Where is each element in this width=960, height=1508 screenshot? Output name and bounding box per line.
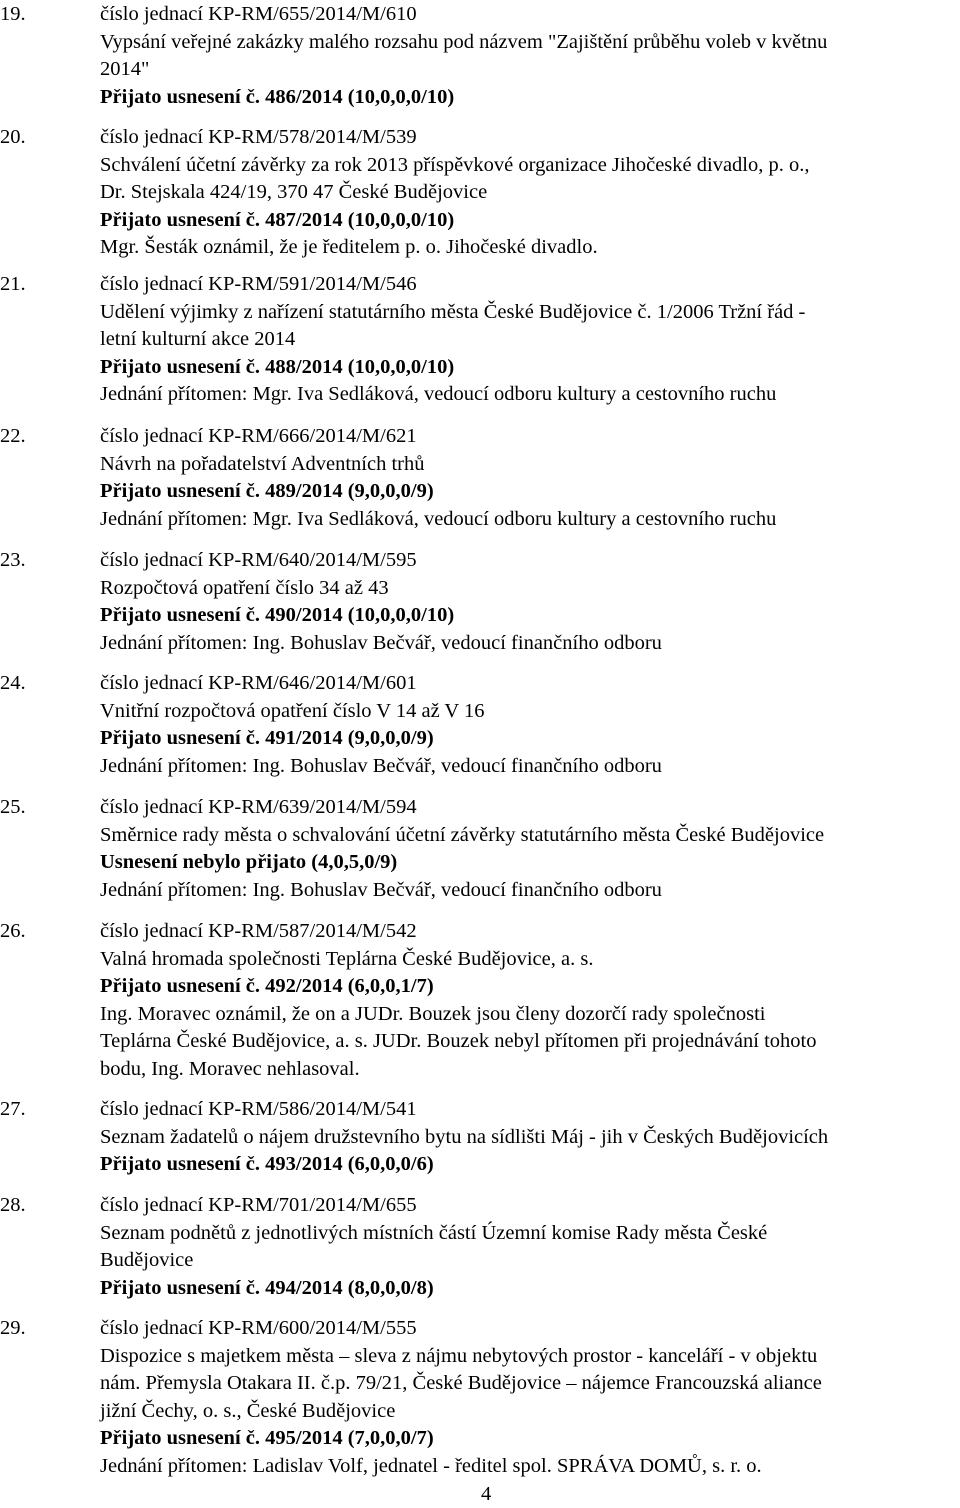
item-text-line: bodu, Ing. Moravec nehlasoval. [100, 1057, 360, 1080]
item-text-line: Valná hromada společnosti Teplárna České Budějovice, a. s. [100, 947, 594, 970]
item-text-line: číslo jednací KP-RM/701/2014/M/655 [100, 1194, 417, 1216]
resolution-result: Usnesení nebylo přijato (4,0,5,0/9) [100, 851, 398, 873]
item-text-line: nám. Přemysla Otakara II. č.p. 79/21, České Budějovice – nájemce Francouzská aliance [100, 1372, 822, 1394]
item-text-line: Udělení výjimky z nařízení statutárního města České Budějovice č. 1/2006 Tržní řád - [100, 300, 806, 323]
item-text-line: Mgr. Šesták oznámil, že je ředitelem p. o. Jihočeské divadlo. [100, 236, 598, 258]
item-text-line: Dispozice s majetkem města – sleva z nájmu nebytových prostor - kanceláří - v objektu [100, 1344, 818, 1367]
resolution-result: Přijato usnesení č. 491/2014 (9,0,0,0/9) [100, 727, 434, 749]
item-text-line: Jednání přítomen: Ladislav Volf, jednatel - ředitel spol. SPRÁVA DOMŮ, s. r. o. [100, 1454, 762, 1477]
item-text-line: Jednání přítomen: Mgr. Iva Sedláková, vedoucí odboru kultury a cestovního ruchu [100, 507, 777, 530]
item-number: 23. [0, 549, 26, 571]
item-text-line: Seznam podnětů z jednotlivých místních částí Územní komise Rady města České [100, 1221, 768, 1244]
item-body [100, 1315, 960, 1480]
item-text-line: Dr. Stejskala 424/19, 370 47 České Budějovice [100, 181, 488, 203]
item-number: 27. [0, 1098, 26, 1120]
item-text-line: Vnitřní rozpočtová opatření číslo V 14 až V 16 [100, 699, 485, 722]
item-text-line: číslo jednací KP-RM/666/2014/M/621 [100, 425, 417, 447]
item-text-line: Jednání přítomen: Ing. Bohuslav Bečvář, vedoucí finančního odboru [100, 754, 662, 777]
resolution-result: Přijato usnesení č. 495/2014 (7,0,0,0/7) [100, 1427, 434, 1449]
resolution-result: Přijato usnesení č. 493/2014 (6,0,0,0/6) [100, 1153, 434, 1175]
item-text-line: Jednání přítomen: Ing. Bohuslav Bečvář, vedoucí finančního odboru [100, 878, 662, 901]
item-body [100, 124, 960, 262]
item-text-line: číslo jednací KP-RM/655/2014/M/610 [100, 3, 417, 25]
item-text-line: Vypsání veřejné zakázky malého rozsahu pod názvem "Zajištění průběhu voleb v květnu [100, 30, 828, 53]
item-text-line: číslo jednací KP-RM/586/2014/M/541 [100, 1098, 417, 1120]
item-number: 19. [0, 3, 26, 25]
item-text-line: Ing. Moravec oznámil, že on a JUDr. Bouzek jsou členy dozorčí rady společnosti [100, 1002, 766, 1025]
item-text-line: číslo jednací KP-RM/640/2014/M/595 [100, 549, 417, 571]
item-text-line: číslo jednací KP-RM/639/2014/M/594 [100, 796, 417, 818]
item-text-line: číslo jednací KP-RM/578/2014/M/539 [100, 126, 417, 148]
resolution-result: Přijato usnesení č. 494/2014 (8,0,0,0/8) [100, 1276, 434, 1299]
item-text-line: číslo jednací KP-RM/591/2014/M/546 [100, 273, 417, 295]
item-body [100, 271, 960, 409]
item-number: 28. [0, 1194, 26, 1216]
resolution-result: Přijato usnesení č. 487/2014 (10,0,0,0/10) [100, 208, 455, 231]
item-text-line: číslo jednací KP-RM/587/2014/M/542 [100, 920, 417, 942]
resolution-result: Přijato usnesení č. 488/2014 (10,0,0,0/10) [100, 355, 455, 378]
item-body [100, 1, 960, 111]
item-text-line: Schválení účetní závěrky za rok 2013 příspěvkové organizace Jihočeské divadlo, p. o., [100, 153, 810, 176]
page-number: 4 [481, 1483, 492, 1505]
item-body [100, 1096, 960, 1179]
item-text-line: Směrnice rady města o schvalování účetní závěrky statutárního města České Budějovice [100, 823, 825, 846]
item-body [100, 670, 960, 780]
item-text-line: číslo jednací KP-RM/600/2014/M/555 [100, 1317, 417, 1339]
item-text-line: Jednání přítomen: Mgr. Iva Sedláková, vedoucí odboru kultury a cestovního ruchu [100, 383, 777, 405]
item-text-line: 2014" [100, 58, 150, 80]
item-text-line: číslo jednací KP-RM/646/2014/M/601 [100, 672, 417, 694]
item-number: 24. [0, 672, 26, 694]
resolution-result: Přijato usnesení č. 492/2014 (6,0,0,1/7) [100, 975, 434, 997]
item-text-line: Seznam žadatelů o nájem družstevního bytu na sídlišti Máj - jih v Českých Budějovicích [100, 1125, 829, 1148]
item-text-line: letní kulturní akce 2014 [100, 328, 296, 350]
item-body [100, 1192, 960, 1302]
item-text-line: Návrh na pořadatelství Adventních trhů [100, 452, 425, 475]
resolution-result: Přijato usnesení č. 486/2014 (10,0,0,0/10) [100, 85, 455, 108]
resolution-result: Přijato usnesení č. 490/2014 (10,0,0,0/10) [100, 604, 455, 626]
item-number: 21. [0, 273, 26, 295]
item-text-line: Jednání přítomen: Ing. Bohuslav Bečvář, vedoucí finančního odboru [100, 631, 662, 654]
item-text-line: jižní Čechy, o. s., České Budějovice [100, 1399, 396, 1422]
item-number: 26. [0, 920, 26, 942]
resolution-result: Přijato usnesení č. 489/2014 (9,0,0,0/9) [100, 480, 434, 502]
item-text-line: Rozpočtová opatření číslo 34 až 43 [100, 576, 389, 599]
item-number: 25. [0, 796, 26, 818]
item-number: 20. [0, 126, 26, 148]
item-number: 22. [0, 425, 26, 447]
item-number: 29. [0, 1317, 26, 1339]
item-text-line: Budějovice [100, 1249, 194, 1271]
item-body [100, 423, 960, 533]
item-body [100, 794, 960, 904]
item-text-line: Teplárna České Budějovice, a. s. JUDr. Bouzek nebyl přítomen při projednávání tohoto [100, 1030, 817, 1052]
item-body [100, 918, 960, 1083]
item-body [100, 547, 960, 657]
